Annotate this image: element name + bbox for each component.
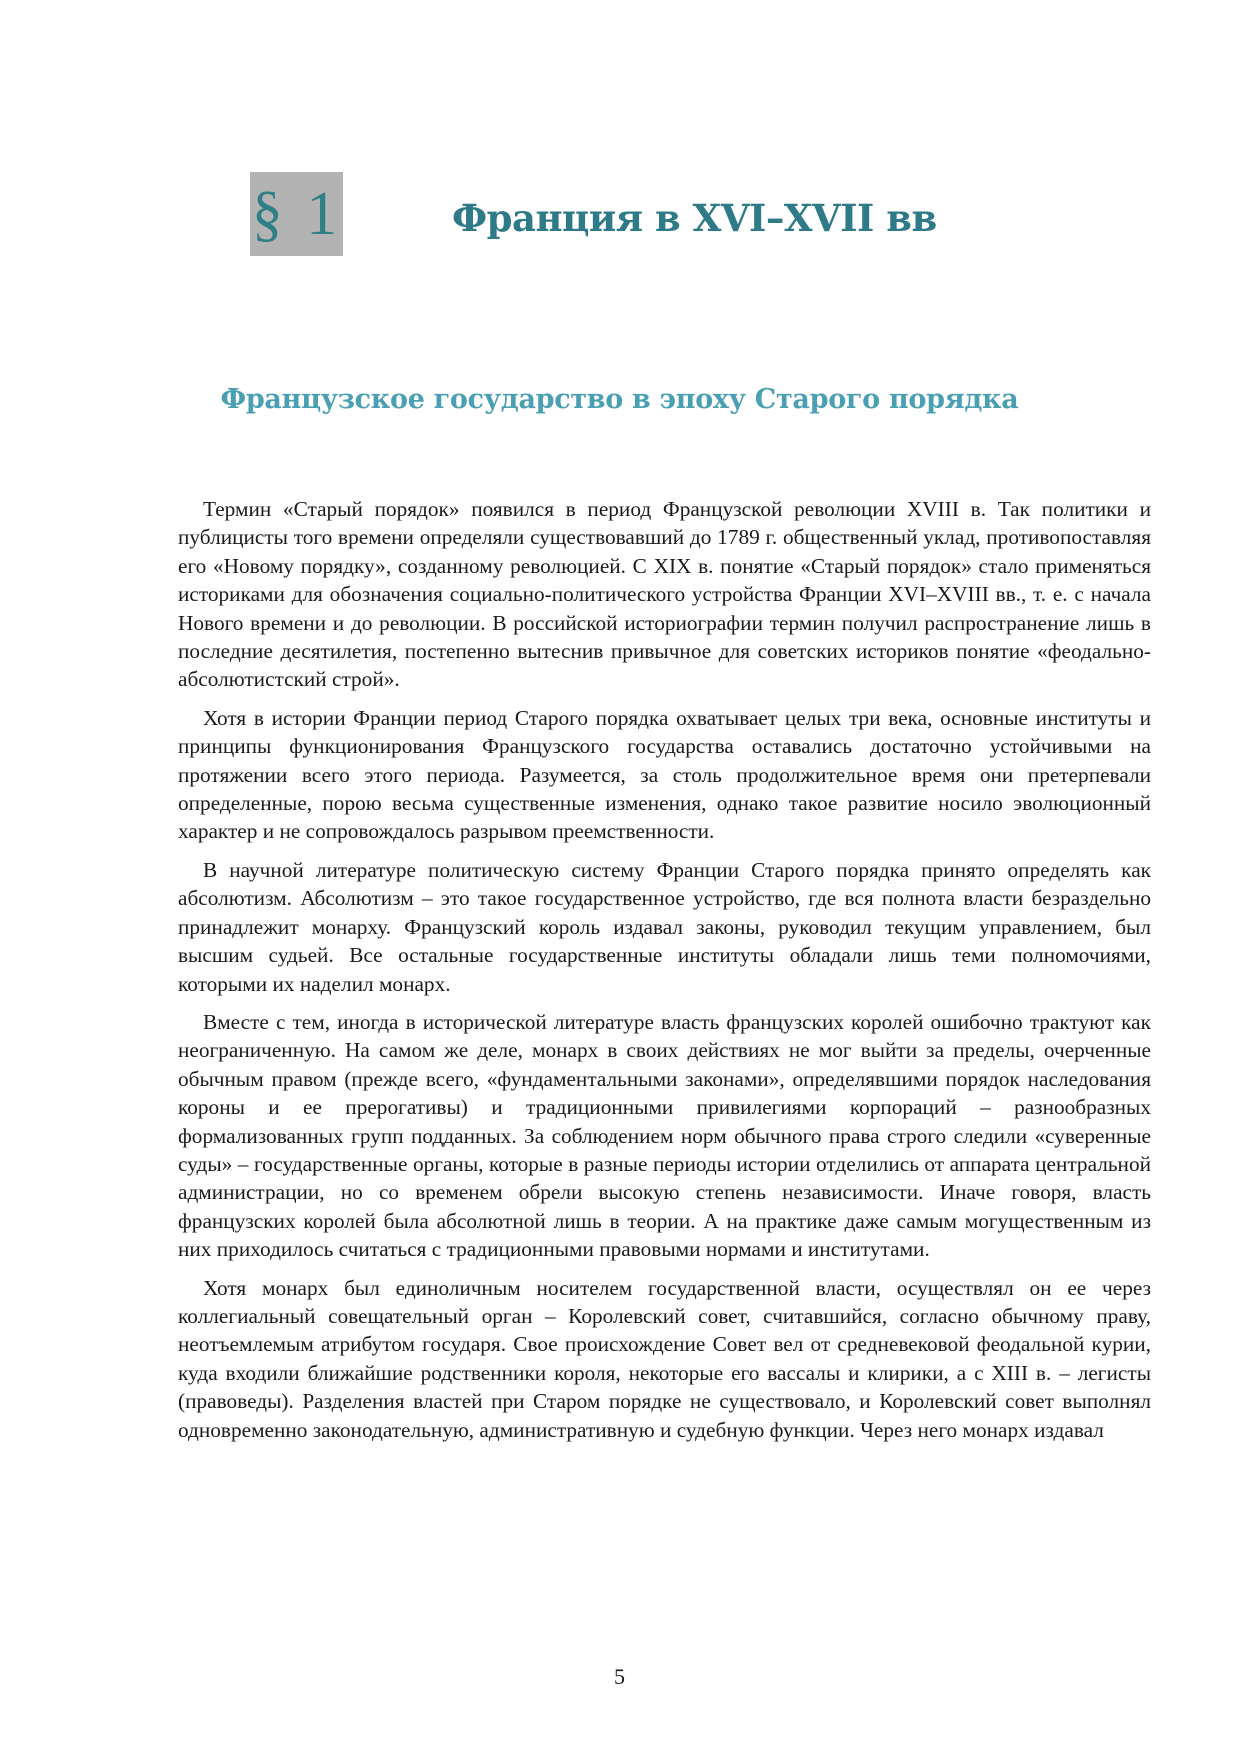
- paragraph: Термин «Старый порядок» появился в период Французской революции XVIII в. Так политики и публицисты того времени определяли существовавший до 1789 г. общественный уклад, противопоставляя его «Новому порядку», созданному революцией. С XIX в. понятие «Старый порядок» стало применяться историками для обозначения социально-политического устройства Франции XVI–XVIII вв., т. е. с начала Нового времени и до революции. В российской историографии термин получил распространение лишь в последние десятилетия, постепенно вытеснив привычное для советских историков понятие «феодально-абсолютистский строй».: [178, 497, 1151, 692]
- section-mark: § 1: [250, 172, 343, 256]
- page-number: 5: [614, 1664, 625, 1689]
- paragraph: Хотя в истории Франции период Старого порядка охватывает целых три века, основные институты и принципы функционирования Французского государства оставались достаточно устойчивыми на протяжении всего этого периода. Разумеется, за столь продолжительное время они претерпевали определенные, порою весьма существенные изменения, однако такое развитие носило эволюционный характер и не сопровождалось разрывом преемственности.: [178, 705, 1151, 844]
- paragraph: В научной литературе политическую систему Франции Старого порядка принято определять как абсолютизм. Абсолютизм – это такое государственное устройство, где вся полнота власти безраздельно принадлежит монарху. Французский король издавал законы, руководил текущим управлением, был высшим судьей. Все остальные государственные институты обладали лишь теми полномочиями, которыми их наделил монарх.: [178, 857, 1151, 996]
- paragraph: Вместе с тем, иногда в исторической литературе власть французских королей ошибочно трактуют как неограниченную. На самом же деле, монарх в своих действиях не мог выйти за пределы, очерченные обычным правом (прежде всего, «фундаментальными законами», определявшими порядок наследования короны и ее прерогативы) и традиционными привилегиями корпораций – разнообразных формализованных групп подданных. За соблюдением норм обычного права строго следили «суверенные суды» – государственные органы, которые в разные периоды истории отделились от аппарата центральной администрации, но со временем обрели высокую степень независимости. Иначе говоря, власть французских королей была абсолютной лишь в теории. А на практике даже самым могущественным из них приходилось считаться с традиционными правовыми нормами и институтами.: [178, 1009, 1151, 1262]
- paragraph: Хотя монарх был единоличным носителем государственной власти, осуществлял он ее через коллегиальный совещательный орган – Королевский совет, считавшийся, согласно обычному праву, неотъемлемым атрибутом государя. Свое происхождение Совет вел от средневековой феодальной курии, куда входили ближайшие родственники короля, некоторые его вассалы и клирики, а с XIII в. – легисты (правоведы). Разделения властей при Старом порядке не существовало, и Королевский совет выполнял одновременно законодательную, административную и судебную функции. Через него монарх издавал: [178, 1275, 1151, 1442]
- chapter-title: Франция в XVI–XVII вв: [452, 196, 937, 240]
- body-text: [178, 495, 1151, 1454]
- section-title: Французское государство в эпоху Старого порядка: [220, 384, 1019, 415]
